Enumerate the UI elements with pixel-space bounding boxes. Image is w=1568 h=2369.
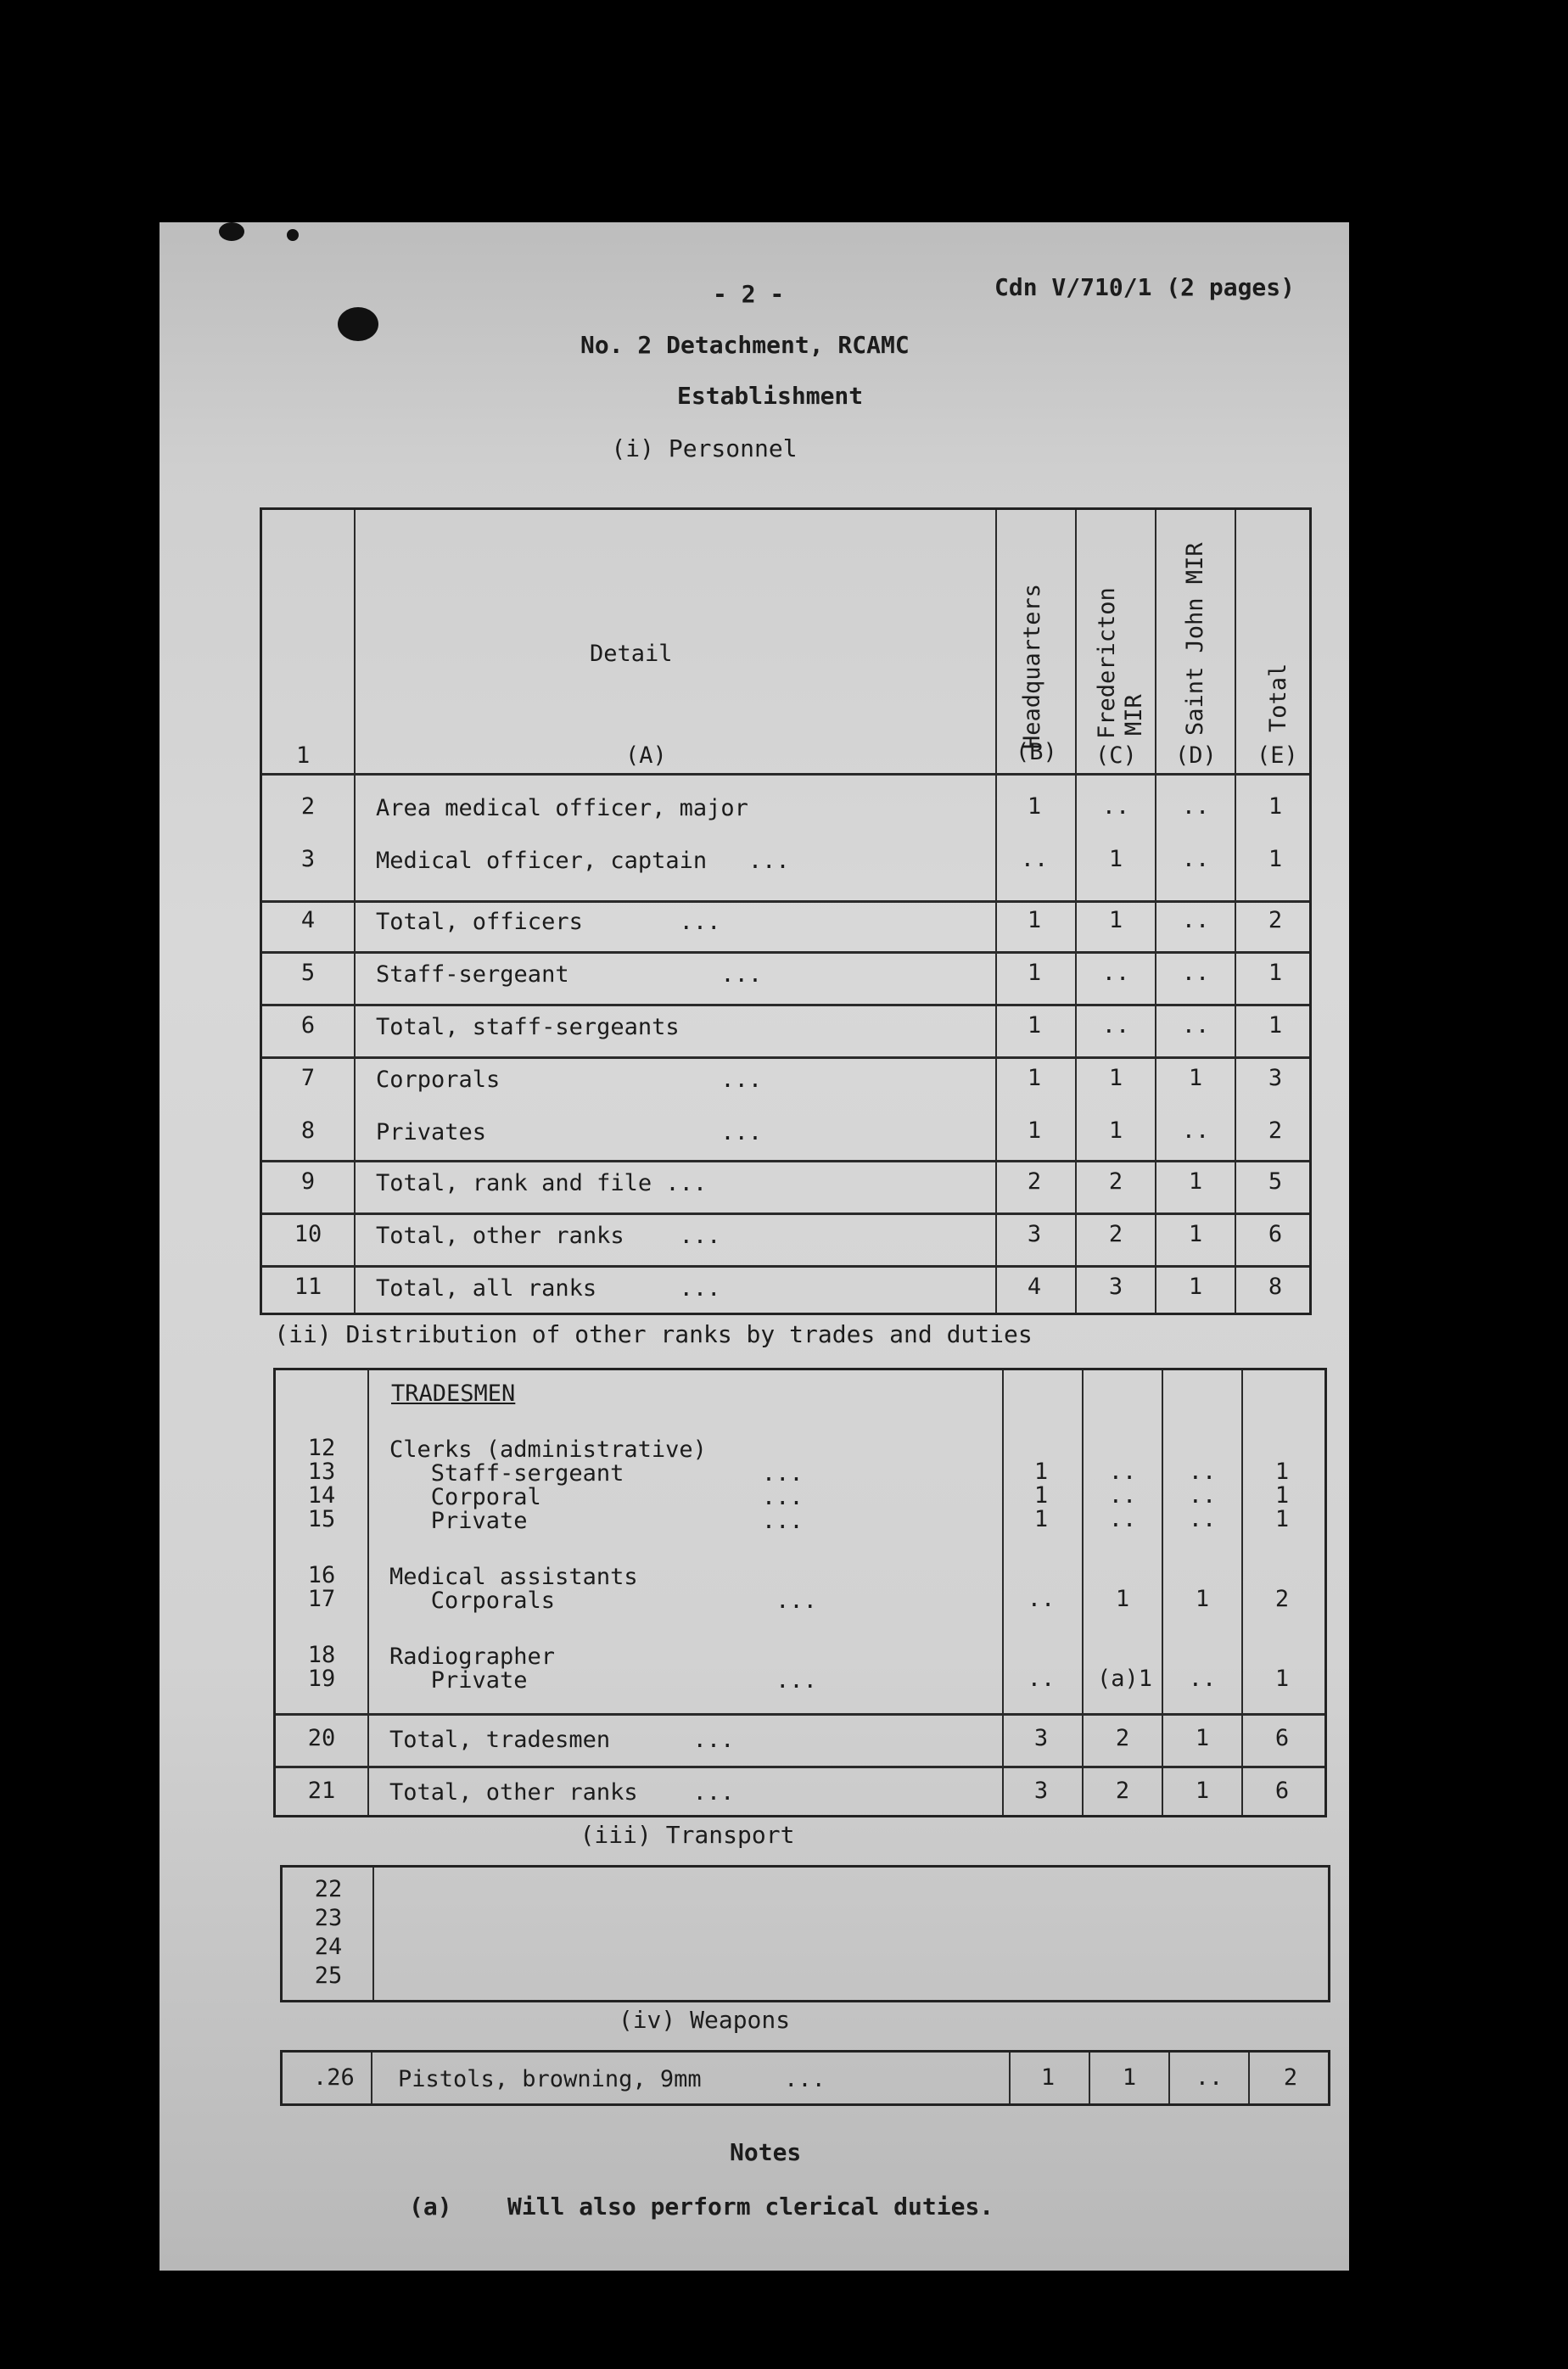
table-cell-total: 6: [1268, 1221, 1283, 1247]
section-transport: (iii) Transport: [580, 1821, 795, 1849]
section-personnel: (i) Personnel: [611, 434, 798, 462]
table-row-number: 13: [307, 1459, 336, 1485]
table-cell-total: 2: [1268, 1117, 1283, 1144]
notes-heading: Notes: [730, 2138, 802, 2166]
table-row-detail: Staff-sergeant ...: [376, 961, 763, 988]
table-row-number: 17: [307, 1586, 336, 1612]
table-cell-fredericton: 1: [1108, 1117, 1123, 1144]
table-cell-fredericton: 1: [1108, 846, 1123, 872]
table-row-detail: Corporal ...: [389, 1484, 804, 1510]
table-row-number: 16: [307, 1562, 336, 1588]
table-row-number: 20: [307, 1725, 336, 1751]
table-cell-fredericton: ..: [1108, 1482, 1137, 1509]
table-row-number: 11: [294, 1274, 322, 1300]
ink-blot: [338, 307, 378, 341]
table-cell-hq: 1: [1027, 960, 1042, 986]
reference-number: Cdn V/710/1 (2 pages): [994, 273, 1296, 301]
table-cell-saintjohn: 1: [1188, 1221, 1203, 1247]
weapons-row-detail: Pistols, browning, 9mm ...: [398, 2066, 826, 2092]
document-title: No. 2 Detachment, RCAMC: [580, 331, 910, 359]
page-number: - 2 -: [713, 280, 785, 308]
table-cell-saintjohn: ..: [1188, 1666, 1217, 1692]
table-row-number: 22: [314, 1876, 343, 1902]
table-cell-hq: ..: [1027, 1666, 1056, 1692]
weapons-row-hq: 1: [1040, 2064, 1056, 2091]
table-cell-total: 1: [1268, 846, 1283, 872]
table-cell-total: 1: [1268, 960, 1283, 986]
table-row-number: 5: [300, 960, 316, 986]
col-detail-header: Detail: [590, 641, 673, 667]
table-cell-fredericton: (a)1: [1097, 1666, 1153, 1692]
table-cell-saintjohn: ..: [1181, 846, 1210, 872]
table-row-number: 25: [314, 1963, 343, 1989]
table-cell-saintjohn: ..: [1181, 793, 1210, 820]
col-c-letter: (C): [1095, 742, 1137, 769]
table-cell-hq: 4: [1027, 1274, 1042, 1300]
col-fredericton-sub: MIR: [1121, 694, 1147, 736]
weapons-table: [280, 2050, 1330, 2106]
table-cell-hq: 1: [1033, 1482, 1049, 1509]
table-cell-total: 8: [1268, 1274, 1283, 1300]
table-row-detail: Privates ...: [376, 1119, 763, 1145]
table-row-number: 21: [307, 1778, 336, 1804]
table-cell-hq: 3: [1033, 1778, 1049, 1804]
table-row-detail: Total, staff-sergeants: [376, 1014, 680, 1040]
table-cell-fredericton: 1: [1108, 1065, 1123, 1091]
table-cell-total: 1: [1274, 1666, 1290, 1692]
table-row-detail: Corporals ...: [376, 1067, 763, 1093]
weapons-row-total: 2: [1283, 2064, 1298, 2091]
table-cell-total: 2: [1274, 1586, 1290, 1612]
table-cell-saintjohn: ..: [1188, 1482, 1217, 1509]
table-cell-fredericton: ..: [1108, 1459, 1137, 1485]
table-row-detail: Staff-sergeant ...: [389, 1460, 804, 1487]
table-row-number: 2: [300, 793, 316, 820]
table-cell-hq: 1: [1027, 907, 1042, 933]
table-row-detail: Total, rank and file ...: [376, 1170, 708, 1196]
table-cell-saintjohn: ..: [1181, 960, 1210, 986]
transport-table: [280, 1865, 1330, 2002]
table-cell-total: 2: [1268, 907, 1283, 933]
table-cell-saintjohn: ..: [1188, 1506, 1217, 1532]
table-cell-saintjohn: 1: [1195, 1725, 1210, 1751]
weapons-row-saintjohn: ..: [1195, 2064, 1224, 2091]
table-cell-fredericton: 2: [1108, 1168, 1123, 1195]
note-a-text: Will also perform clerical duties.: [507, 2193, 994, 2221]
table-row-number: 19: [307, 1666, 336, 1692]
table-cell-hq: 1: [1027, 1012, 1042, 1039]
col-headquarters-header: Headquarters: [1019, 583, 1045, 749]
table-row-number: 23: [314, 1905, 343, 1931]
table-cell-fredericton: 3: [1108, 1274, 1123, 1300]
table-row-detail: Total, all ranks ...: [376, 1275, 721, 1302]
table-cell-total: 6: [1274, 1778, 1290, 1804]
table-row-detail: Total, other ranks ...: [376, 1223, 721, 1249]
table-cell-fredericton: 2: [1115, 1778, 1130, 1804]
col-total-header: Total: [1265, 663, 1291, 732]
table-row-number: 4: [300, 907, 316, 933]
table-cell-saintjohn: 1: [1195, 1586, 1210, 1612]
col-detail-letter: (A): [625, 742, 667, 769]
table-row-number: 10: [294, 1221, 322, 1247]
table-cell-hq: 1: [1033, 1459, 1049, 1485]
table-row-number: 18: [307, 1642, 336, 1668]
table-cell-saintjohn: ..: [1188, 1459, 1217, 1485]
table-row-detail: Private ...: [389, 1667, 817, 1694]
table-row-number: 8: [300, 1117, 316, 1144]
note-a-label: (a): [409, 2193, 452, 2221]
col-d-letter: (D): [1175, 742, 1217, 769]
weapons-row-number: .26: [313, 2064, 355, 2091]
table-row-number: 24: [314, 1934, 343, 1960]
ink-mark: [219, 222, 244, 241]
table-cell-fredericton: 2: [1108, 1221, 1123, 1247]
table-row-number: 3: [300, 846, 316, 872]
table-row-detail: Medical officer, captain ...: [376, 848, 790, 874]
table-cell-total: 6: [1274, 1725, 1290, 1751]
table-cell-total: 1: [1274, 1506, 1290, 1532]
table-row-number: 15: [307, 1506, 336, 1532]
weapons-row-fredericton: 1: [1122, 2064, 1137, 2091]
section-distribution: (ii) Distribution of other ranks by trades and duties: [274, 1320, 1033, 1348]
table-cell-hq: 3: [1027, 1221, 1042, 1247]
table-cell-hq: 2: [1027, 1168, 1042, 1195]
table-row-detail: Area medical officer, major: [376, 795, 748, 821]
table-row-number: 14: [307, 1482, 336, 1509]
trades-table: [273, 1368, 1327, 1817]
table-row-detail: Total, tradesmen ...: [389, 1727, 735, 1753]
table-cell-hq: 1: [1027, 793, 1042, 820]
personnel-table: [260, 507, 1312, 1315]
table-cell-hq: ..: [1020, 846, 1049, 872]
table-cell-total: 1: [1274, 1459, 1290, 1485]
table-cell-total: 5: [1268, 1168, 1283, 1195]
col-fredericton-header: Fredericton: [1094, 587, 1120, 739]
table-cell-fredericton: ..: [1101, 1012, 1130, 1039]
table-cell-hq: ..: [1027, 1586, 1056, 1612]
table-cell-saintjohn: ..: [1181, 1012, 1210, 1039]
table-cell-saintjohn: 1: [1188, 1065, 1203, 1091]
table-cell-hq: 1: [1027, 1117, 1042, 1144]
table-cell-fredericton: ..: [1101, 793, 1130, 820]
table-cell-hq: 1: [1027, 1065, 1042, 1091]
table-cell-fredericton: 1: [1115, 1586, 1130, 1612]
table-cell-total: 1: [1268, 1012, 1283, 1039]
table-cell-saintjohn: 1: [1188, 1168, 1203, 1195]
ink-mark: [287, 229, 299, 241]
table-cell-saintjohn: 1: [1195, 1778, 1210, 1804]
table-cell-fredericton: 2: [1115, 1725, 1130, 1751]
table-row-number: 12: [307, 1435, 336, 1461]
table-cell-saintjohn: 1: [1188, 1274, 1203, 1300]
table-row-detail: Private ...: [389, 1508, 804, 1534]
table-cell-fredericton: ..: [1101, 960, 1130, 986]
table-row-detail: Radiographer: [389, 1644, 556, 1670]
table-row-detail: Clerks (administrative): [389, 1437, 707, 1463]
table-cell-saintjohn: ..: [1181, 1117, 1210, 1144]
table-row-detail: Total, officers ...: [376, 909, 721, 935]
table-cell-hq: 1: [1033, 1506, 1049, 1532]
section-weapons: (iv) Weapons: [618, 2006, 791, 2034]
table-row-detail: Corporals ...: [389, 1588, 817, 1614]
col-e-letter: (E): [1257, 742, 1298, 769]
table-cell-saintjohn: ..: [1181, 907, 1210, 933]
table-row-number: 6: [300, 1012, 316, 1039]
table-row-number: 7: [300, 1065, 316, 1091]
table-row-detail: Medical assistants: [389, 1564, 638, 1590]
col-saintjohn-header: Saint John MIR: [1182, 542, 1208, 736]
table-cell-hq: 3: [1033, 1725, 1049, 1751]
document-subtitle: Establishment: [677, 382, 864, 410]
tradesmen-heading: TRADESMEN: [391, 1381, 516, 1407]
col-number-header: 1: [296, 742, 311, 769]
table-cell-total: 1: [1268, 793, 1283, 820]
table-cell-total: 1: [1274, 1482, 1290, 1509]
col-b-letter: (B): [1016, 739, 1057, 765]
table-row-detail: Total, other ranks ...: [389, 1779, 735, 1806]
table-row-number: 9: [300, 1168, 316, 1195]
table-cell-fredericton: 1: [1108, 907, 1123, 933]
table-cell-fredericton: ..: [1108, 1506, 1137, 1532]
table-cell-total: 3: [1268, 1065, 1283, 1091]
